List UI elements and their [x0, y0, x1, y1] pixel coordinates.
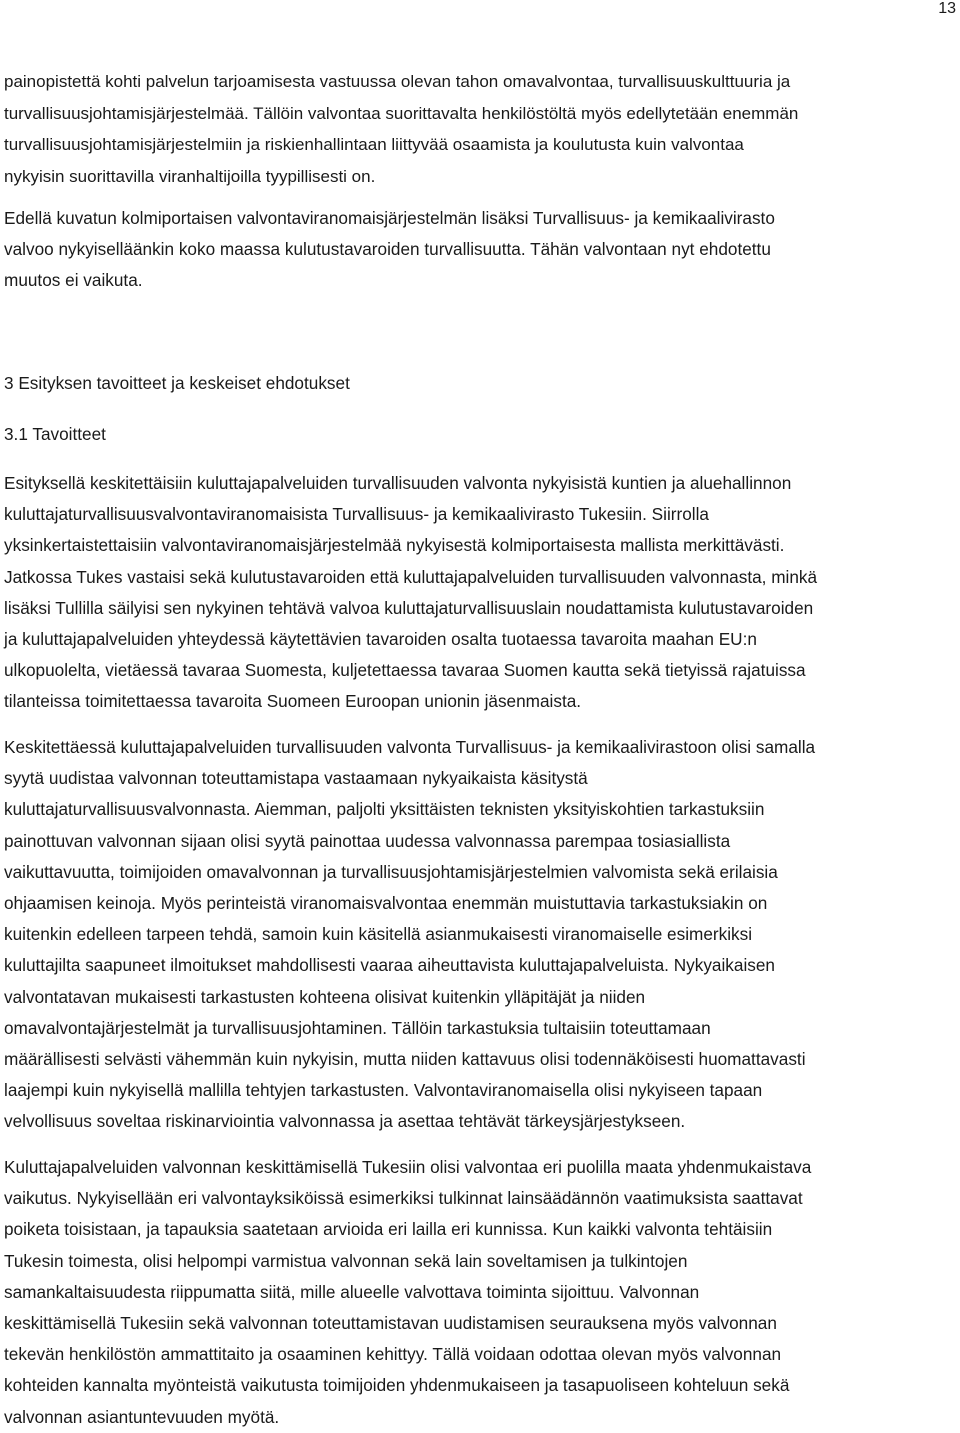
section-heading-3: 3 Esityksen tavoitteet ja keskeiset ehdotukset — [4, 373, 350, 393]
paragraph-5-line: valvonnan asiantuntevuuden myötä. — [4, 1406, 280, 1427]
paragraph-2-line: valvoo nykyiselläänkin koko maassa kulutustavaroiden turvallisuutta. Tähän valvontaan nyt ehdotettu — [4, 239, 771, 260]
paragraph-4-line: määrällisesti selvästi vähemmän kuin nykyisin, mutta niiden kattavuus olisi todennäköisesti huomattavasti — [4, 1049, 806, 1070]
paragraph-4-line: ohjaamisen keinoja. Myös perinteistä viranomaisvalvontaa enemmän muistuttavia tarkastuksiakin on — [4, 893, 768, 914]
paragraph-3 — [4, 468, 956, 718]
paragraph-4-line: painottuvan valvonnan sijaan olisi syytä painottaa uudessa valvonnassa parempaa tosiasiallista — [4, 830, 731, 851]
paragraph-2-line: muutos ei vaikuta. — [4, 270, 143, 291]
paragraph-5-line: Kuluttajapalveluiden valvonnan keskittämisellä Tukesiin olisi valvontaa eri puolilla maata yhdenmukaistava — [4, 1157, 812, 1177]
section-heading-3-1: 3.1 Tavoitteet — [4, 424, 106, 444]
paragraph-3-line: Jatkossa Tukes vastaisi sekä kulutustavaroiden että kuluttajapalveluiden turvallisuuden valvonnasta, minkä — [4, 566, 818, 587]
paragraph-3-line: lisäksi Tullilla säilyisi sen nykyinen tehtävä valvoa kuluttajaturvallisuuslain noudattamista kulutustavaroiden — [4, 597, 814, 618]
paragraph-3-line: yksinkertaistettaisiin valvontaviranomaisjärjestelmää nykyisestä kolmiportaisesta mallista merkittävästi. — [4, 535, 785, 556]
paragraph-5-line: tekevän henkilöstön ammattitaito ja osaaminen kehittyy. Tällä voidaan odottaa olevan myös valvonnan — [4, 1344, 782, 1365]
paragraph-4-line: velvollisuus soveltaa riskinarviointia valvonnassa ja asettaa tehtävät tärkeysjärjestykseen. — [4, 1111, 686, 1132]
paragraph-3-line: kuluttajaturvallisuusvalvontaviranomaisista Turvallisuus- ja kemikaalivirasto Tukesiin. Siirrolla — [4, 504, 709, 525]
paragraph-2-line: Edellä kuvatun kolmiportaisen valvontaviranomaisjärjestelmän lisäksi Turvallisuus- ja kemikaalivirasto — [4, 208, 775, 228]
paragraph-2 — [4, 203, 956, 297]
paragraph-1 — [4, 66, 956, 192]
paragraph-4-line: kuluttajaturvallisuusvalvonnasta. Aiemman, paljolti yksittäisten teknisten yksityiskohtien tarkastuksiin — [4, 799, 765, 820]
paragraph-4-line: laajempi kuin nykyisellä mallilla tehtyjen tarkastusten. Valvontaviranomaisella olisi nykyiseen tapaan — [4, 1080, 763, 1101]
paragraph-4-line: Keskitettäessä kuluttajapalveluiden turvallisuuden valvonta Turvallisuus- ja kemikaalivirastoon olisi samalla — [4, 737, 816, 757]
page-number: 13 — [938, 0, 956, 17]
paragraph-1-line: nykyisin suorittavilla viranhaltijoilla tyypillisesti on. — [4, 166, 376, 186]
paragraph-5 — [4, 1152, 956, 1433]
paragraph-1-line: painopistettä kohti palvelun tarjoamisesta vastuussa olevan tahon omavalvontaa, turvallisuuskulttuuria ja — [4, 72, 791, 91]
paragraph-5-line: poiketa toisistaan, ja tapauksia saatetaan arvioida eri lailla eri kunnissa. Kun kaikki valvonta tehtäisiin — [4, 1219, 773, 1240]
paragraph-1-line: turvallisuusjohtamisjärjestelmää. Tällöin valvontaa suorittavalta henkilöstöltä myös edellytetään enemmän — [4, 103, 799, 123]
paragraph-3-line: ja kuluttajapalveluiden yhteydessä käytettävien tavaroiden osalta tuotaessa tavaroita maahan EU:n — [4, 629, 757, 650]
paragraph-4-line: omavalvontajärjestelmät ja turvallisuusjohtaminen. Tällöin tarkastuksia tultaisiin toteuttamaan — [4, 1017, 711, 1038]
paragraph-4-line: valvontatavan mukaisesti tarkastusten kohteena olisivat kuitenkin ylläpitäjät ja niiden — [4, 986, 646, 1007]
paragraph-3-line: Esityksellä keskitettäisiin kuluttajapalveluiden turvallisuuden valvonta nykyisistä kuntien ja aluehallinnon — [4, 473, 792, 493]
paragraph-4-line: kuluttajilta saapuneet ilmoitukset mahdollisesti vaaraa aiheuttavista kuluttajapalveluista. Nykyaikaisen — [4, 955, 775, 976]
paragraph-5-line: keskittämisellä Tukesiin sekä valvonnan toteuttamistavan uudistamisen seurauksena myös valvonnan — [4, 1313, 777, 1334]
paragraph-4-line: syytä uudistaa valvonnan toteuttamistapa vastaamaan nykyaikaista käsitystä — [4, 768, 588, 789]
paragraph-4-line: kuitenkin edelleen tarpeen tehdä, samoin kuin käsitellä asianmukaisesti viranomaiselle esimerkiksi — [4, 924, 753, 945]
paragraph-4-line: vaikuttavuutta, toimijoiden omavalvonnan ja turvallisuusjohtamisjärjestelmien valvomista sekä erilaisia — [4, 861, 778, 882]
paragraph-5-line: Tukesin toimesta, olisi helpompi varmistua valvonnan sekä lain soveltamisen ja tulkintojen — [4, 1250, 688, 1271]
paragraph-3-line: tilanteissa toimitettaessa tavaroita Suomeen Euroopan unionin jäsenmaista. — [4, 691, 582, 712]
paragraph-1-line: turvallisuusjohtamisjärjestelmiin ja riskienhallintaan liittyvää osaamista ja koulutusta kuin valvontaa — [4, 135, 744, 154]
paragraph-5-line: vaikutus. Nykyisellään eri valvontayksiköissä esimerkiksi tulkinnat lainsäädännön vaatimuksista saattavat — [4, 1188, 803, 1209]
paragraph-3-line: ulkopuolelta, vietäessä tavaraa Suomesta, kuljetettaessa tavaraa Suomen kautta sekä tietyissä rajatuissa — [4, 660, 806, 681]
paragraph-4 — [4, 732, 956, 1138]
paragraph-5-line: kohteiden kannalta myönteistä vaikutusta toimijoiden yhdenmukaiseen ja tasapuoliseen kohteluun sekä — [4, 1375, 790, 1396]
paragraph-5-line: samankaltaisuudesta riippumatta siitä, mille alueelle valvottava toiminta sijoittuu. Valvonnan — [4, 1281, 700, 1302]
